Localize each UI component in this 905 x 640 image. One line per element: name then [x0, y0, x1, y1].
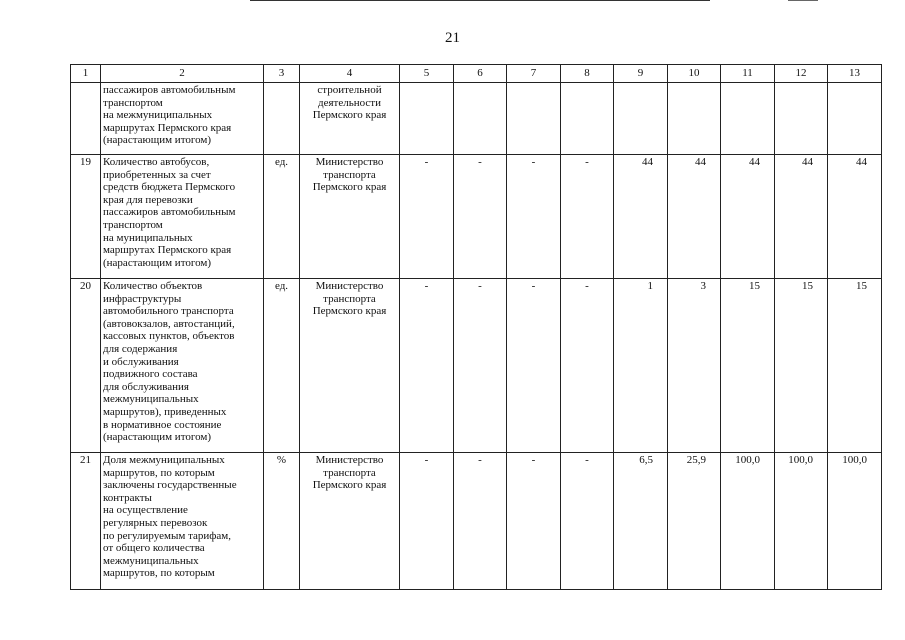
value-cell: 44: [668, 155, 721, 279]
top-rule: [250, 0, 710, 1]
value-cell: 44: [721, 155, 775, 279]
value-cell: -: [561, 279, 614, 453]
header-cell: 3: [264, 65, 300, 83]
value-cell: [828, 83, 882, 155]
value-cell: -: [454, 155, 507, 279]
value-cell: [454, 83, 507, 155]
header-row: [71, 65, 882, 83]
value-cell: 1: [614, 279, 668, 453]
value-cell: 100,0: [828, 453, 882, 590]
value-cell: -: [400, 453, 454, 590]
unit-cell: ед.: [264, 279, 300, 453]
value-cell: -: [561, 453, 614, 590]
value-cell: 15: [828, 279, 882, 453]
page-number: 21: [445, 30, 460, 46]
responsible-cell: Министерство транспорта Пермского края: [300, 453, 400, 590]
table-row: [71, 453, 882, 590]
value-cell: 3: [668, 279, 721, 453]
value-cell: 15: [775, 279, 828, 453]
value-cell: [668, 83, 721, 155]
top-rule-right: [788, 0, 818, 1]
table-row: [71, 279, 882, 453]
header-cell: 9: [614, 65, 668, 83]
value-cell: 100,0: [775, 453, 828, 590]
value-cell: 44: [614, 155, 668, 279]
unit-cell: ед.: [264, 155, 300, 279]
table-row: [71, 155, 882, 279]
header-cell: 5: [400, 65, 454, 83]
row-number: 20: [71, 279, 101, 453]
row-number: 19: [71, 155, 101, 279]
unit-cell: [264, 83, 300, 155]
unit-cell: %: [264, 453, 300, 590]
value-cell: -: [507, 155, 561, 279]
header-cell: 13: [828, 65, 882, 83]
indicator-description: Количество автобусов, приобретенных за счет средств бюджета Пермского края для перевозки пассажиров автомобильным транспортом на муниципальных маршрутах Пермского края (нарастающим итогом): [101, 155, 264, 279]
value-cell: 25,9: [668, 453, 721, 590]
table-row: [71, 83, 882, 155]
header-cell: 8: [561, 65, 614, 83]
indicator-description: Количество объектов инфраструктуры автомобильного транспорта (автовокзалов, автостанций, кассовых пунктов, объектов для содержания и обслуживания подвижного состава для обслуживания межмуниципальных маршрутов), приведенных в нормативное состояние (нарастающим итогом): [101, 279, 264, 453]
value-cell: -: [561, 155, 614, 279]
header-cell: 4: [300, 65, 400, 83]
value-cell: 100,0: [721, 453, 775, 590]
value-cell: -: [507, 279, 561, 453]
value-cell: -: [507, 453, 561, 590]
value-cell: 15: [721, 279, 775, 453]
value-cell: [614, 83, 668, 155]
value-cell: -: [454, 453, 507, 590]
value-cell: -: [400, 279, 454, 453]
value-cell: -: [400, 155, 454, 279]
indicator-description: пассажиров автомобильным транспортом на межмуниципальных маршрутах Пермского края (нарастающим итогом): [101, 83, 264, 155]
row-number: [71, 83, 101, 155]
header-cell: 7: [507, 65, 561, 83]
value-cell: 44: [828, 155, 882, 279]
indicator-description: Доля межмуниципальных маршрутов, по которым заключены государственные контракты на осуществление регулярных перевозок по регулируемым тарифам, от общего количества межмуниципальных маршрутов, по которым: [101, 453, 264, 590]
value-cell: [775, 83, 828, 155]
responsible-cell: строительной деятельности Пермского края: [300, 83, 400, 155]
header-cell: 12: [775, 65, 828, 83]
responsible-cell: Министерство транспорта Пермского края: [300, 279, 400, 453]
row-number: 21: [71, 453, 101, 590]
header-cell: 10: [668, 65, 721, 83]
indicators-table: [70, 64, 882, 590]
value-cell: 6,5: [614, 453, 668, 590]
value-cell: [721, 83, 775, 155]
responsible-cell: Министерство транспорта Пермского края: [300, 155, 400, 279]
value-cell: -: [454, 279, 507, 453]
value-cell: [507, 83, 561, 155]
header-cell: 2: [101, 65, 264, 83]
value-cell: [400, 83, 454, 155]
header-cell: 1: [71, 65, 101, 83]
header-cell: 6: [454, 65, 507, 83]
value-cell: 44: [775, 155, 828, 279]
value-cell: [561, 83, 614, 155]
header-cell: 11: [721, 65, 775, 83]
